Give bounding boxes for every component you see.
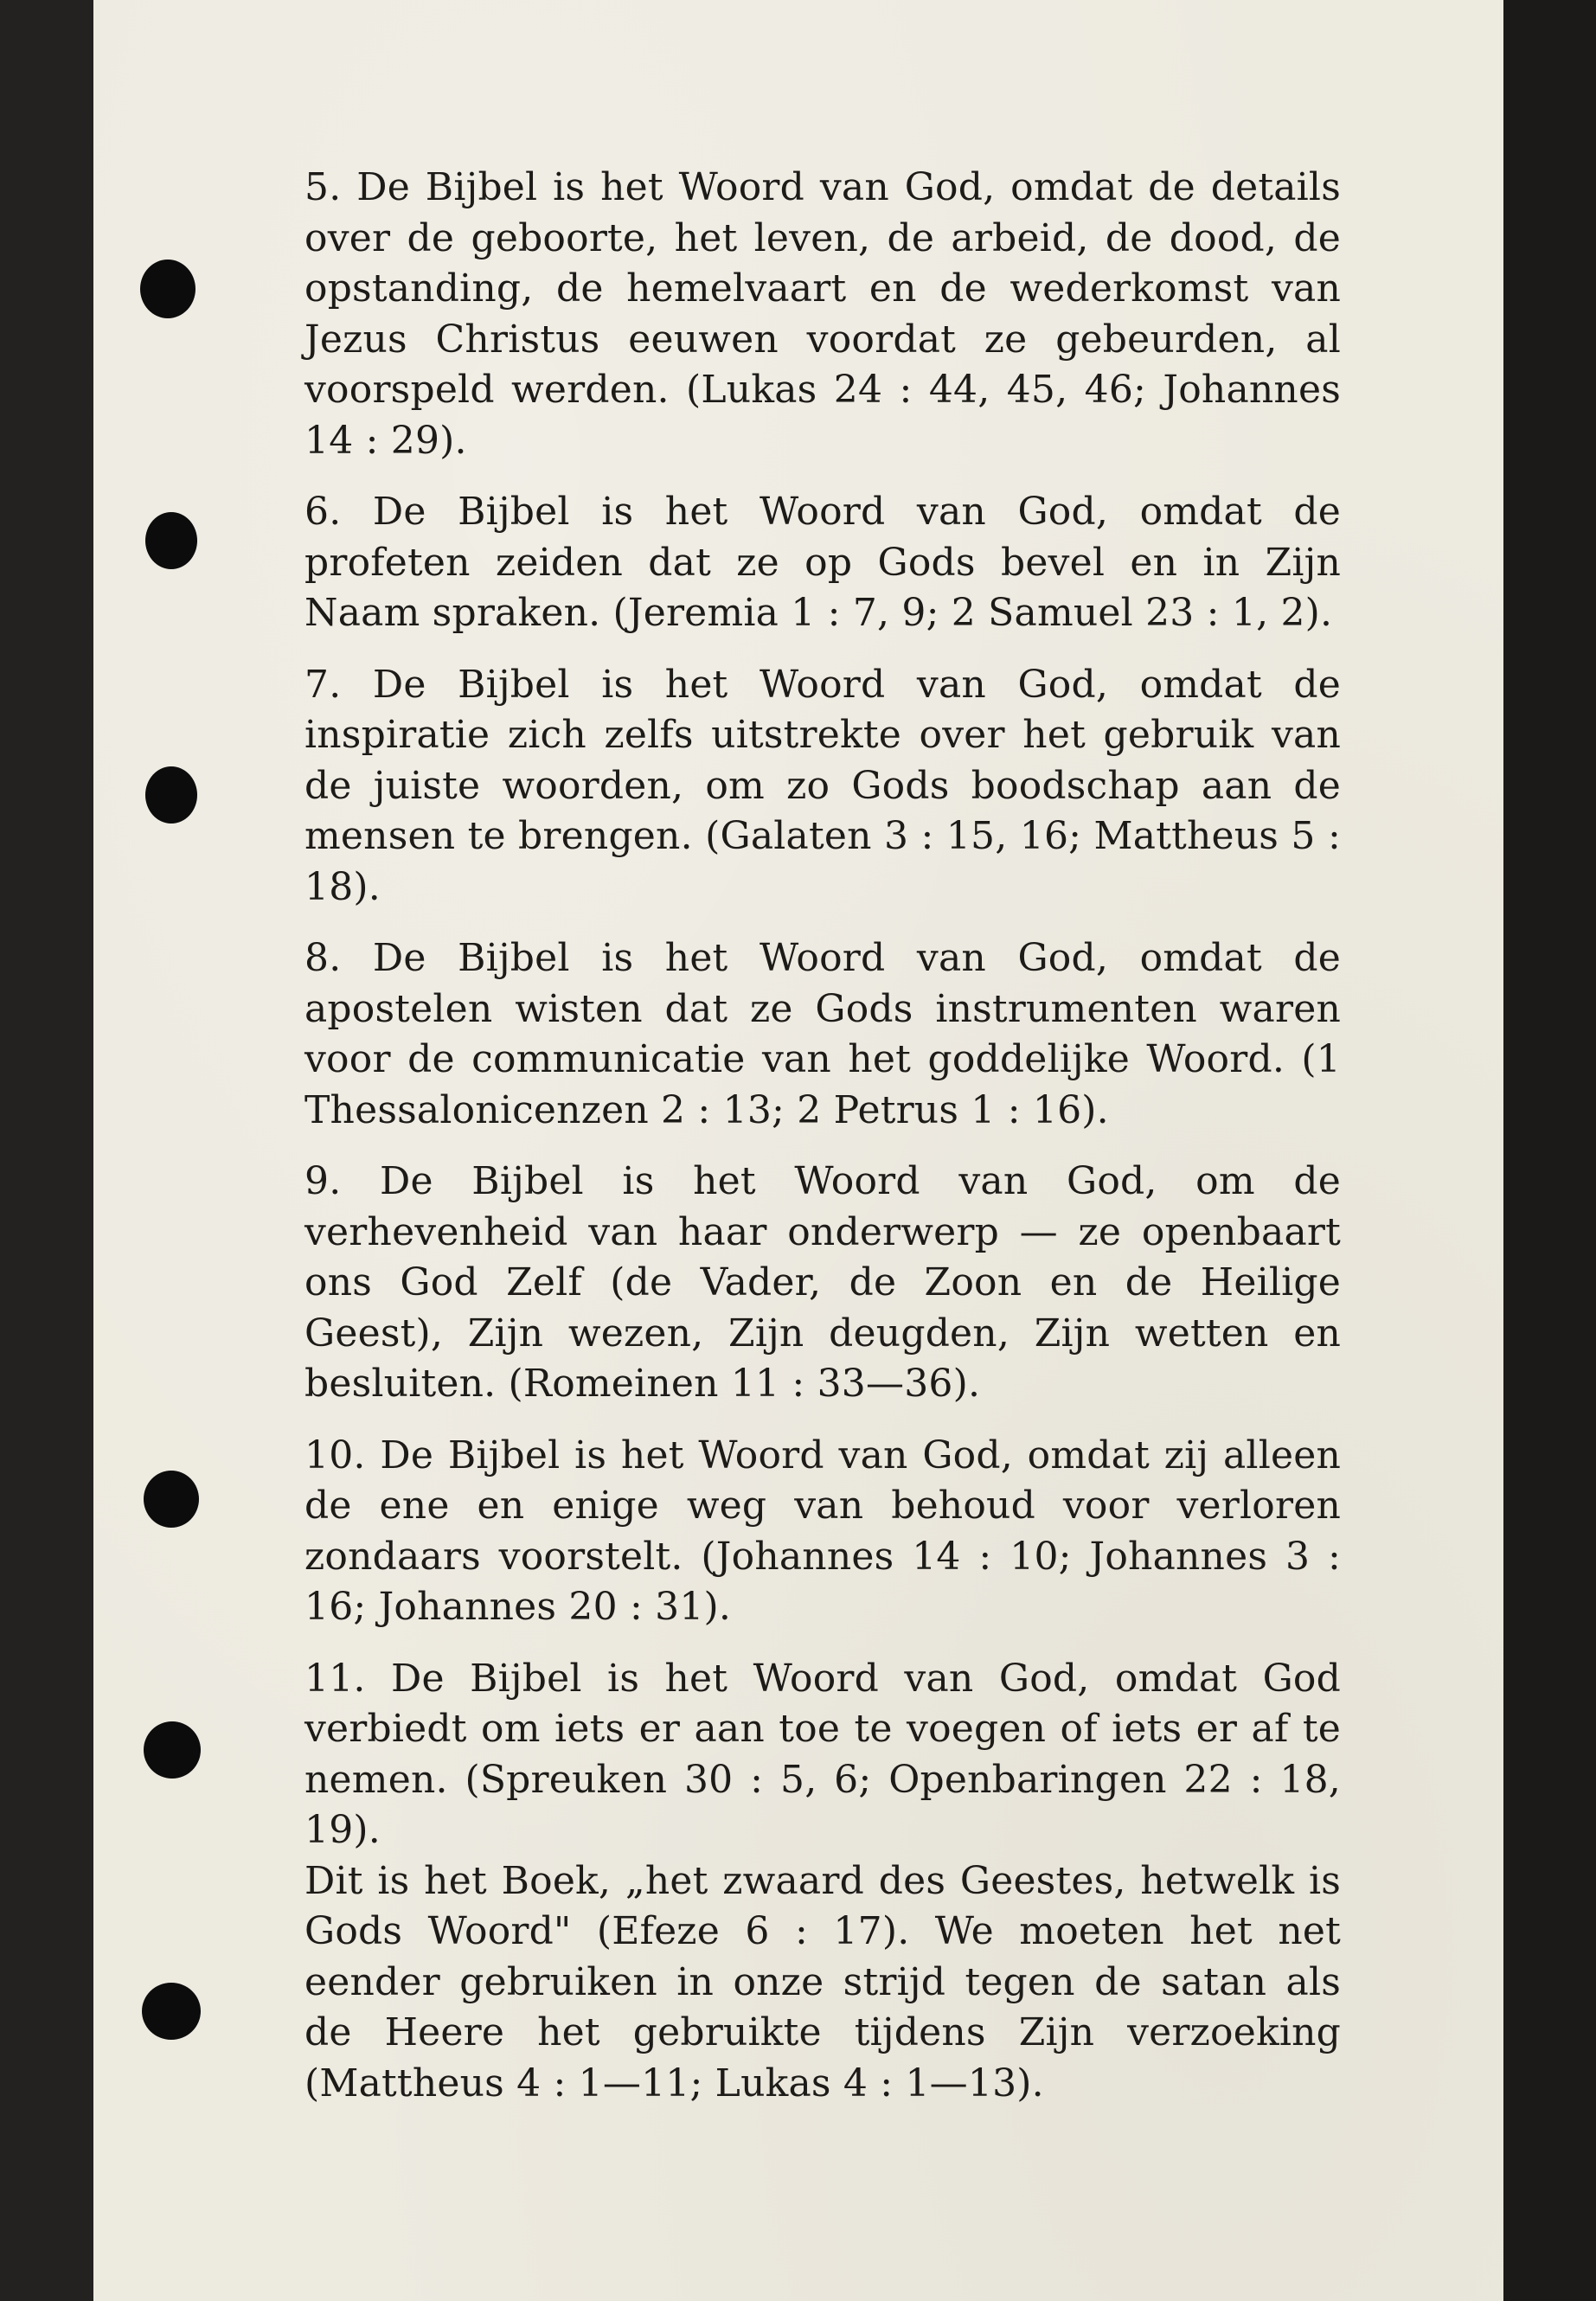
- punch-hole: [142, 1983, 201, 2040]
- paragraph-7: 7. De Bijbel is het Woord van God, omdat de inspiratie zich zelfs uitstrekte over het gebruik van de juiste woorden, om zo Gods boodschap aan de mensen te brengen. (Galaten 3 : 15, 16; Mattheus 5 : 18).: [304, 662, 1341, 909]
- punch-hole: [144, 1721, 201, 1779]
- paragraph-6: 6. De Bijbel is het Woord van God, omdat de profeten zeiden dat ze op Gods bevel en in Zijn Naam spraken. (Jeremia 1 : 7, 9; 2 Samuel 23 : 1, 2).: [304, 490, 1341, 635]
- punch-hole: [140, 260, 195, 318]
- scan-background-left: [0, 0, 93, 2301]
- punch-hole: [145, 766, 197, 824]
- paragraph-8: 8. De Bijbel is het Woord van God, omdat de apostelen wisten dat ze Gods instrumenten waren voor de communicatie van het goddelijke Woord. (1 Thessalonicenzen 2 : 13; 2 Petrus 1 : 16).: [304, 936, 1341, 1132]
- punch-hole: [145, 512, 197, 569]
- paragraph-5: 5. De Bijbel is het Woord van God, omdat de details over de geboorte, het leven, de arbeid, de dood, de opstanding, de hemelvaart en de wederkomst van Jezus Christus eeuwen voordat ze gebeurden, al voorspeld werden. (Lukas 24 : 44, 45, 46; Johannes 14 : 29).: [304, 165, 1341, 463]
- paragraph-9: 9. De Bijbel is het Woord van God, om de verhevenheid van haar onderwerp — ze openbaart ons God Zelf (de Vader, de Zoon en de Heilige Geest), Zijn wezen, Zijn deugden, Zijn wetten en besluiten. (Romeinen 11 : 33—36).: [304, 1159, 1341, 1406]
- paragraph-11: 11. De Bijbel is het Woord van God, omdat God verbiedt om iets er aan toe te voegen of iets er af te nemen. (Spreuken 30 : 5, 6; Openbaringen 22 : 18, 19).: [304, 1656, 1341, 1852]
- punch-hole: [144, 1471, 199, 1528]
- scan-background-right: [1503, 0, 1596, 2301]
- closing-paragraph: Dit is het Boek, „het zwaard des Geestes, hetwelk is Gods Woord" (Efeze 6 : 17). We moeten het net eender gebruiken in onze strijd tegen de satan als de Heere het gebruikte tijdens Zijn verzoeking (Mattheus 4 : 1—11; Lukas 4 : 1—13).: [304, 1858, 1341, 2106]
- body-text: [304, 163, 1341, 2130]
- paragraph-10: 10. De Bijbel is het Woord van God, omdat zij alleen de ene en enige weg van behoud voor verloren zondaars voorstelt. (Johannes 14 : 10; Johannes 3 : 16; Johannes 20 : 31).: [304, 1433, 1341, 1629]
